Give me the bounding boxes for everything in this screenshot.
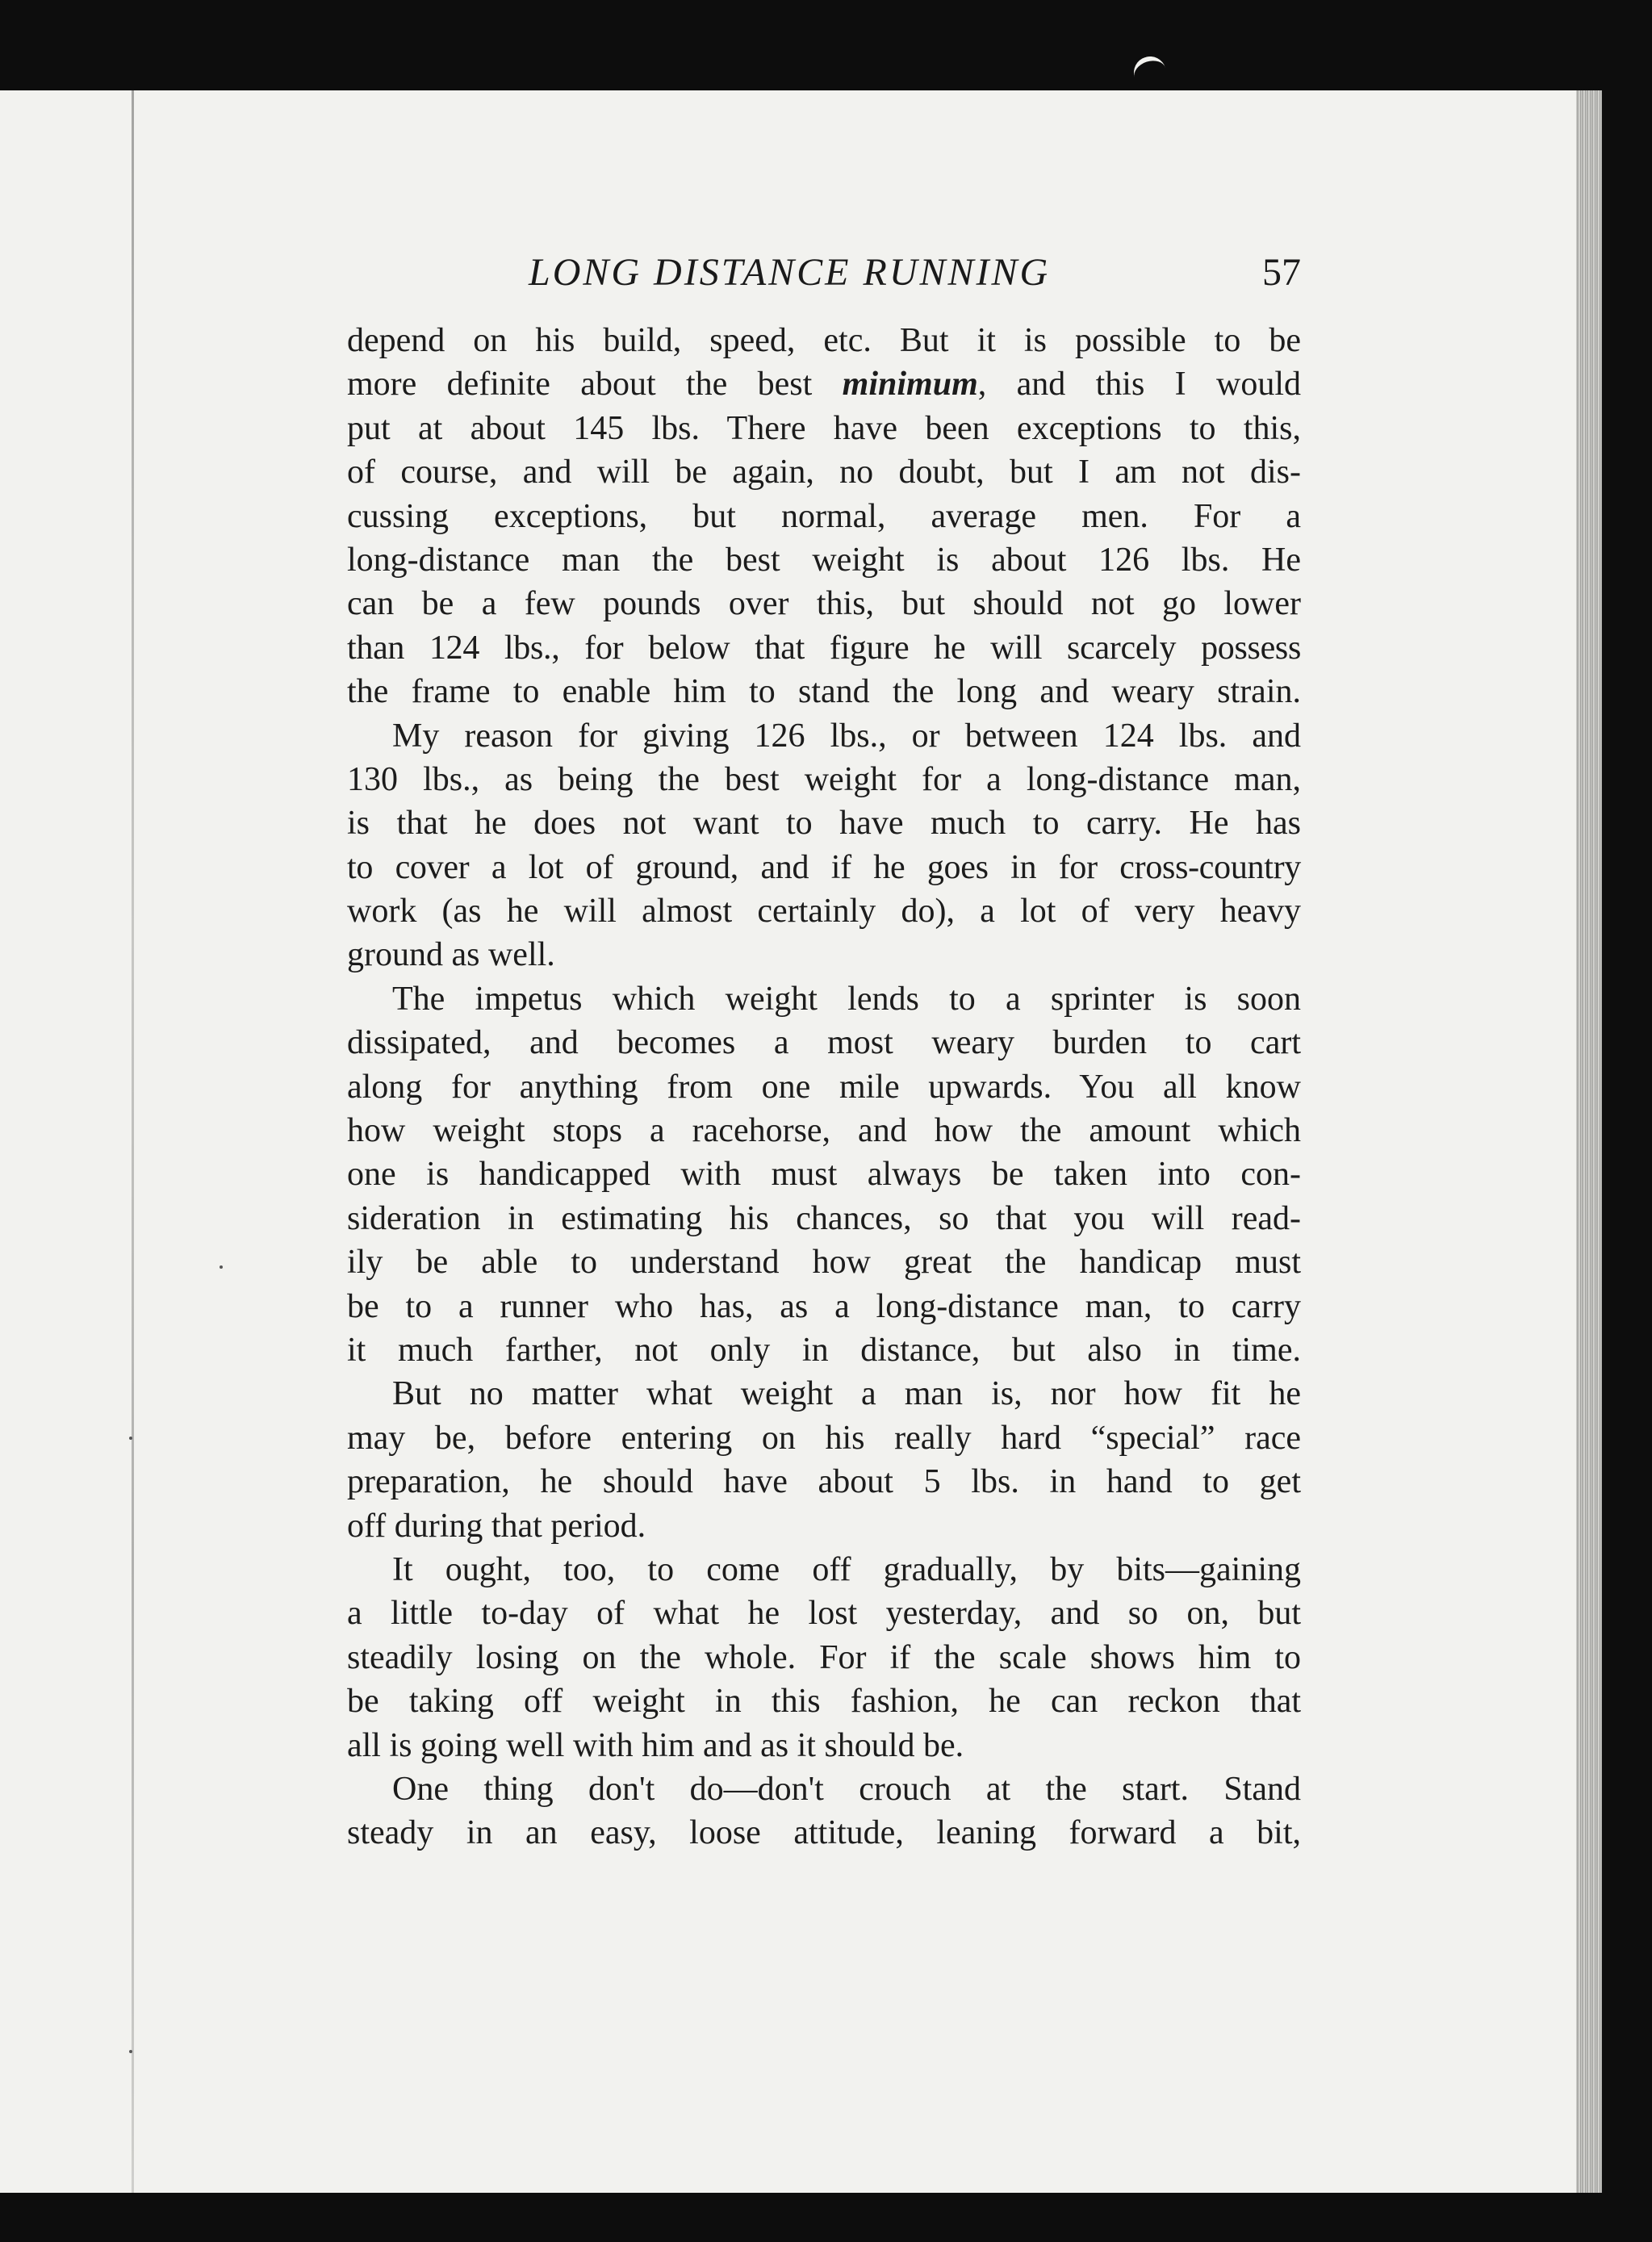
- paragraph-last-line: ground as well.: [347, 936, 555, 974]
- text-line: than 124 lbs., for below that figure he will scarcely possess: [347, 629, 1301, 667]
- text-line: be taking off weight in this fashion, he can reckon that: [347, 1683, 1301, 1721]
- scan-speck: [129, 2050, 132, 2053]
- text-line: 130 lbs., as being the best weight for a long-distance man,: [347, 760, 1301, 798]
- text-line: long-distance man the best weight is about 126 lbs. He: [347, 541, 1301, 579]
- paragraph-first-line: My reason for giving 126 lbs., or between 124 lbs. and: [392, 717, 1301, 755]
- paragraph-first-line: But no matter what weight a man is, nor how fit he: [392, 1375, 1301, 1413]
- paragraph-first-line: One thing don't do—don't crouch at the start. Stand: [392, 1770, 1301, 1808]
- text-line: of course, and will be again, no doubt, but I am not dis-: [347, 454, 1301, 491]
- text-line: dissipated, and becomes a most weary burden to cart: [347, 1024, 1301, 1062]
- text-line: a little to-day of what he lost yesterday, and so on, but: [347, 1595, 1301, 1633]
- text-line: is that he does not want to have much to carry. He has: [347, 805, 1301, 843]
- text-line: ily be able to understand how great the handicap must: [347, 1244, 1301, 1282]
- scan-speck: [129, 1437, 132, 1440]
- page-number: 57: [1262, 251, 1301, 294]
- paragraph-first-line: It ought, too, to come off gradually, by bits—gaining: [392, 1550, 1301, 1588]
- text-line: steady in an easy, loose attitude, leaning forward a bit,: [347, 1814, 1301, 1852]
- text-line: put at about 145 lbs. There have been exceptions to this,: [347, 409, 1301, 447]
- text-line: the frame to enable him to stand the long and weary strain.: [347, 673, 1301, 711]
- paragraph-first-line: The impetus which weight lends to a sprinter is soon: [392, 980, 1301, 1018]
- page-edge-stack: [1576, 90, 1602, 2193]
- text-line: preparation, he should have about 5 lbs. in hand to get: [347, 1463, 1301, 1501]
- text-line: more definite about the best minimum, and this I would: [347, 366, 1301, 404]
- text-line: be to a runner who has, as a long-distance man, to carry: [347, 1287, 1301, 1325]
- text-line: cussing exceptions, but normal, average men. For a: [347, 497, 1301, 535]
- text-line: may be, before entering on his really hard “special” race: [347, 1419, 1301, 1457]
- scan-speck: [220, 1265, 223, 1269]
- text-line: sideration in estimating his chances, so that you will read-: [347, 1199, 1301, 1237]
- text-line: work (as he will almost certainly do), a lot of very heavy: [347, 893, 1301, 931]
- text-line: one is handicapped with must always be taken into con-: [347, 1156, 1301, 1194]
- text-line: it much farther, not only in distance, but also in time.: [347, 1331, 1301, 1369]
- binding-mark: [1130, 52, 1170, 93]
- emphasis-word: minimum: [842, 366, 978, 404]
- paragraph-last-line: all is going well with him and as it should be.: [347, 1726, 964, 1764]
- text-line: how weight stops a racehorse, and how the amount which: [347, 1112, 1301, 1150]
- page-header: [347, 242, 1301, 315]
- text-line: to cover a lot of ground, and if he goes in for cross-country: [347, 848, 1301, 886]
- text-line: can be a few pounds over this, but should not go lower: [347, 585, 1301, 623]
- running-title: LONG DISTANCE RUNNING: [529, 251, 1051, 294]
- text-line: along for anything from one mile upwards. You all know: [347, 1068, 1301, 1106]
- gutter-shadow: [132, 90, 134, 2193]
- body-text: [347, 319, 1301, 1855]
- paragraph-last-line: off during that period.: [347, 1507, 646, 1545]
- text-line: depend on his build, speed, etc. But it is possible to be: [347, 322, 1301, 359]
- text-line: steadily losing on the whole. For if the scale shows him to: [347, 1638, 1301, 1676]
